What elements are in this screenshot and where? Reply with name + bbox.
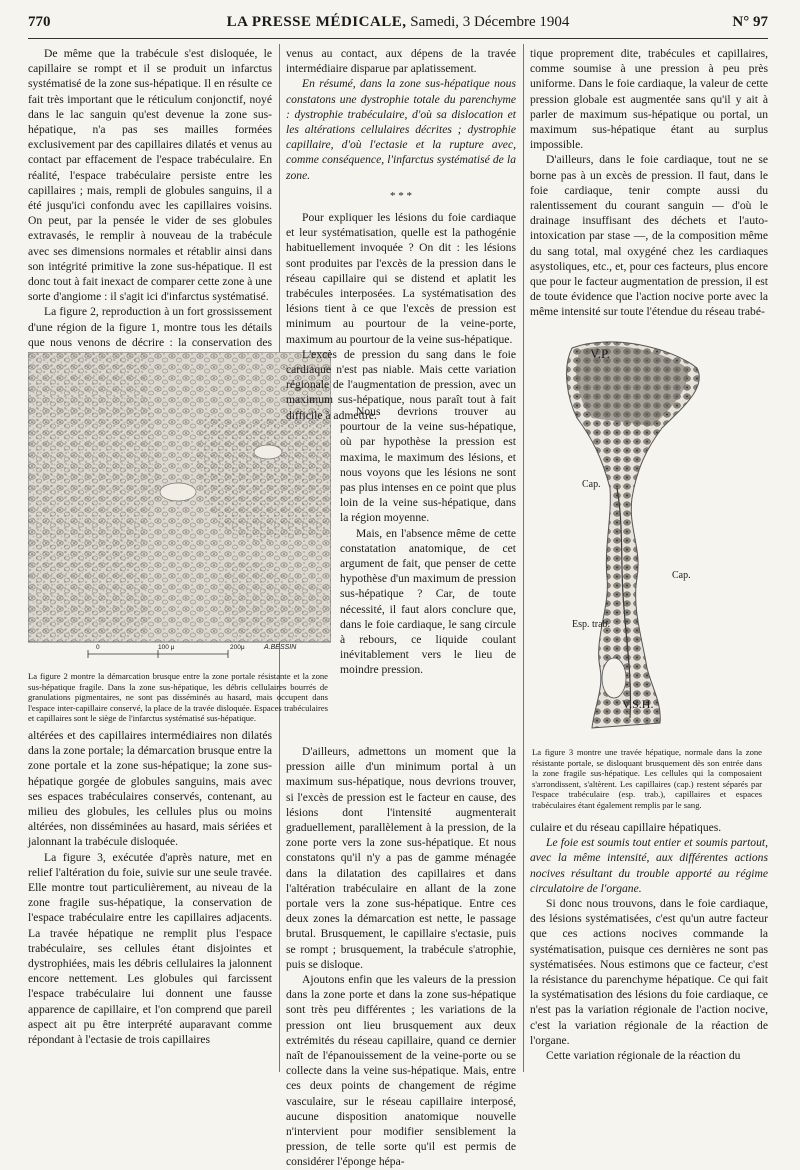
- label-cap: Cap.: [672, 570, 691, 581]
- label-cap: Cap.: [582, 479, 601, 490]
- col2-top-text: [286, 46, 516, 423]
- paragraph: Nous devrions trouver au pourtour de la veine sus-hépatique, où par hypothèse la pression est maxima, le maximum des lésions, et nous voyons que les lésions ne sont pas plus intenses en ce point que plus loin de la veine sus-hépatique, dans la région moyenne.: [340, 405, 516, 525]
- paragraph: La figure 2, reproduction à un fort grossissement d'une région de la figure 1, montre tous les détails que nous venons de décrire : la conservation des: [28, 305, 272, 349]
- paragraph: De même que la trabécule s'est disloquée, le capillaire se rompt et il se produit un infarctus systématisé de la zone sus-hépatique. Il en résulte ce fait très important que le réticulum conjonctif, noyé dans le lac sanguin qu'est devenue la zone sus-hépatique, n'a pas ses mailles formées exclusivement par des capillaires dilatés et venus au contact par effacement de l'espace trabéculaire. En réalité, l'espace trabéculaire persiste entre les capillaires ; mais, rempli de globules sanguins, il a été jusqu'ici confondu avec les capillaires voisins. On peut, par la pensée le vider de ses globules extravasés, le remplir à nouveau de la trabécule avec ses dimensions normales et rétablir ainsi dans son intégrité primitive la zone sus-hépatique. Il est donc tout à fait inexact de comparer cette zone à une sorte d'angiome : il s'agit ici d'infarctus systématisé.: [28, 47, 272, 304]
- col2-bottom-text: [286, 744, 516, 1170]
- scale-label: 0: [96, 644, 100, 651]
- paragraph: tique proprement dite, trabécules et capillaires, comme soumise à une pression à peu près uniforme. Dans le foie cardiaque, la valeur de cette pression globale est augmentée sans qu'il y ait à parler de maximum sus-hépatique ou portal, un maximum sus-hépatique étant au surplus impossible.: [530, 47, 768, 152]
- journal-name: LA PRESSE MÉDICALE,: [226, 14, 407, 30]
- scale-label: 200μ: [230, 644, 245, 651]
- col2-narrow-text: [340, 404, 516, 678]
- col1-bottom-text: [28, 728, 272, 1047]
- col3-bottom-text: [530, 820, 768, 1063]
- paragraph: Mais, en l'absence même de cette constatation anatomique, de cet argument de fait, que penser de cette hypothèse d'un maximum de pression sus-hépatique ? Car, de toute nécessité, il faut alors conclure que, dans le foie cardiaque, le sang circule à rebours, ce liquide coulant inévitablement vers le lieu de moindre pression.: [340, 526, 516, 677]
- figure-3-caption: La figure 3 montre une travée hépatique, normale dans la zone résistante portale, se disloquant brusquement dès son entrée dans la zone fragile sus-hépatique. Les cellules qui la composaient s'arrondissent, s'altèrent. Les capillaires (cap.) restent séparés par l'espace trabéculaire (esp. trab.), capillaires et espaces trabéculaires étant également remplis par le sang.: [532, 747, 762, 810]
- paragraph: En résumé, dans la zone sus-hépatique nous constatons une dystrophie totale du parenchyme : dystrophie trabéculaire, d'où sa dislocation et les altérations cellulaires décrites ; dystrophie capillaire, d'où l'ectasie et la rupture avec, comme conséquence, l'infarctus systématisé de la zone.: [286, 77, 516, 182]
- scale-labels: [96, 644, 276, 656]
- header-rule: [28, 38, 768, 39]
- issue-number: N° 97: [732, 14, 768, 30]
- paragraph: Pour expliquer les lésions du foie cardiaque et leur systématisation, quelle est la pathogénie habituellement invoquée ? On dit : les lésions sont produites par l'excès de la pression dans le réseau capillaire qui se distend et aplatit les trabécules interposées. La systématisation des lésions tient à ce que l'excès de pression est minimum au pourtour de la veine-porte, maximum au pourtour de la veine sus-hépatique.: [286, 211, 516, 346]
- paragraph: L'excès de pression du sang dans le foie cardiaque n'est pas niable. Mais cette variation régionale de l'augmentation de pression, avec un maximum sus-hépatique, nous paraît tout à fait difficile à admettre.: [286, 347, 516, 422]
- paragraph: Si donc nous trouvons, dans le foie cardiaque, des lésions systématisées, c'est qu'un autre facteur que ces actions nocives commande la systématisation, puisque ces dernières ne sont pas systématisées. Nous estimons que ce facteur, c'est la résistance du parenchyme hépatique. Ce qui fait la systématisation des lésions du foie cardiaque, ce n'est pas la variation régionale de l'action nocive, c'est la variation régionale de la réaction de l'organe.: [530, 897, 768, 1047]
- issue-date: Samedi, 3 Décembre 1904: [410, 14, 570, 30]
- label-esp-trab: Esp. trab.: [572, 619, 611, 630]
- paragraph: altérées et des capillaires intermédiaires non dilatés dans la zone portale; la démarcation brusque entre la zone portale et la zone sus-hépatique; la zone sus-hépatique gorgée de globules sanguins, mais avec ses espaces trabéculaires conservés, contenant, au milieu des globules, les cellules plus ou moins altérées, non disséminées au hasard, mais sériées et jalonnant la trabécule disloquée.: [28, 729, 273, 849]
- col3-top-text: [530, 46, 768, 320]
- label-vp: V.P.: [590, 346, 611, 361]
- scale-label: 100 μ: [158, 644, 175, 651]
- paragraph: Le foie est soumis tout entier et soumis partout, avec la même intensité, aux différentes actions nocives résultant du trouble apporté au régime circulatoire de l'organe.: [530, 836, 768, 895]
- paragraph: D'ailleurs, dans le foie cardiaque, tout ne se borne pas à un excès de pression. Il faut, dans le foie cardiaque, tenir compte aussi du ralentissement du courant sanguin — d'où le drainage insuffisant des déchets et l'auto-intoxication par stase —, de la composition même du sang total, mal oxygéné chez les cardiaques asystoliques, etc., et, pour ces facteurs, plus encore que pour le facteur augmentation de pression, il est de toute évidence que l'action nocive porte avec la même intensité sur toute l'étendue du réseau trabé-: [530, 153, 768, 319]
- col1-top-text: [28, 46, 272, 365]
- paragraph: culaire et du réseau capillaire hépatiques.: [530, 821, 722, 834]
- section-separator: * * *: [390, 189, 412, 202]
- figure-2-caption: La figure 2 montre la démarcation brusque entre la zone portale résistante et la zone sus-hépatique fragile. Dans la zone sus-hépatique, les débris cellulaires bourrés de granulations pigmentaires, ne sont pas disséminés au hasard, mais occupent dans l'espace inter-capillaire conservé, la place de la travée disloquée. Espaces trabéculaires et capillaires sont le siège de l'infarctus systématisé sus-hépatique.: [28, 671, 328, 724]
- column-divider: [523, 44, 524, 1072]
- paragraph: D'ailleurs, admettons un moment que la pression aille d'un minimum portal à un maximum sus-hépatique, nous devrions trouver, si l'excès de pression est le facteur en cause, des lésions dont l'intensité augmenterait graduellement, parallèlement à la pression, de la zone porte vers la zone sus-hépatique. Et nous constatons qu'il n'y a pas de gamme ménagée dans la dilatation des capillaires et dans l'altération trabéculaire en allant de la zone portale vers la zone sus-hépatique. Entre ces deux zones la démarcation est nette, le passage brutal. Brusquement, le capillaire s'ectasie, puis se rompt ; brusquement, la trabécule s'atrophie, puis se disloque.: [286, 745, 516, 971]
- figure-3: [532, 338, 768, 811]
- page-number: 770: [28, 14, 51, 30]
- paragraph: Cette variation régionale de la réaction du: [546, 1049, 741, 1063]
- page-header: [28, 14, 768, 38]
- paragraph: La figure 3, exécutée d'après nature, met en relief l'altération du foie, suivie sur une seule travée. Elle montre tout particulièrement, au niveau de la zone fragile sus-hépatique, la conservation de l'espace trabéculaire entre les capillaires adjacents. La travée hépatique ne remplit plus l'espace trabéculaire, ses cellules étant disjointes et dystrophiées, mais les débris cellulaires la jalonnent encore nettement. Les globules qui farcissent l'espace trabéculaire lui donnent une fausse apparence de capillaire, et l'on comprend que pareil aspect ait pu être interprété auparavant comme répondant à l'ectasie de trois capillaires: [28, 850, 272, 1047]
- journal-title: [28, 14, 768, 31]
- paragraph: venus au contact, aux dépens de la travée intermédiaire disparue par aplatissement.: [286, 47, 516, 76]
- paragraph: Ajoutons enfin que les valeurs de la pression dans la zone porte et dans la zone sus-hépatique sont très peu différentes ; les variations de la pression ont lieu brusquement aux deux extrémités du réseau capillaire, quand ce dernier naît de l'épanouissement de la veine-porte ou se collecte dans la veine sus-hépatique. Mais, entre ces deux points de changement de régime vasculaire, sur le réseau capillaire interposé, aucune disposition anatomique nouvelle n'intervient pour modifier sensiblement la pression, de telle sorte qu'il est permis de considérer l'éponge hépa-: [286, 973, 516, 1169]
- trabecula-drawing: [532, 338, 768, 738]
- label-vsh: V.S.H.: [622, 697, 654, 711]
- artist-signature: A.BESSIN: [264, 644, 297, 651]
